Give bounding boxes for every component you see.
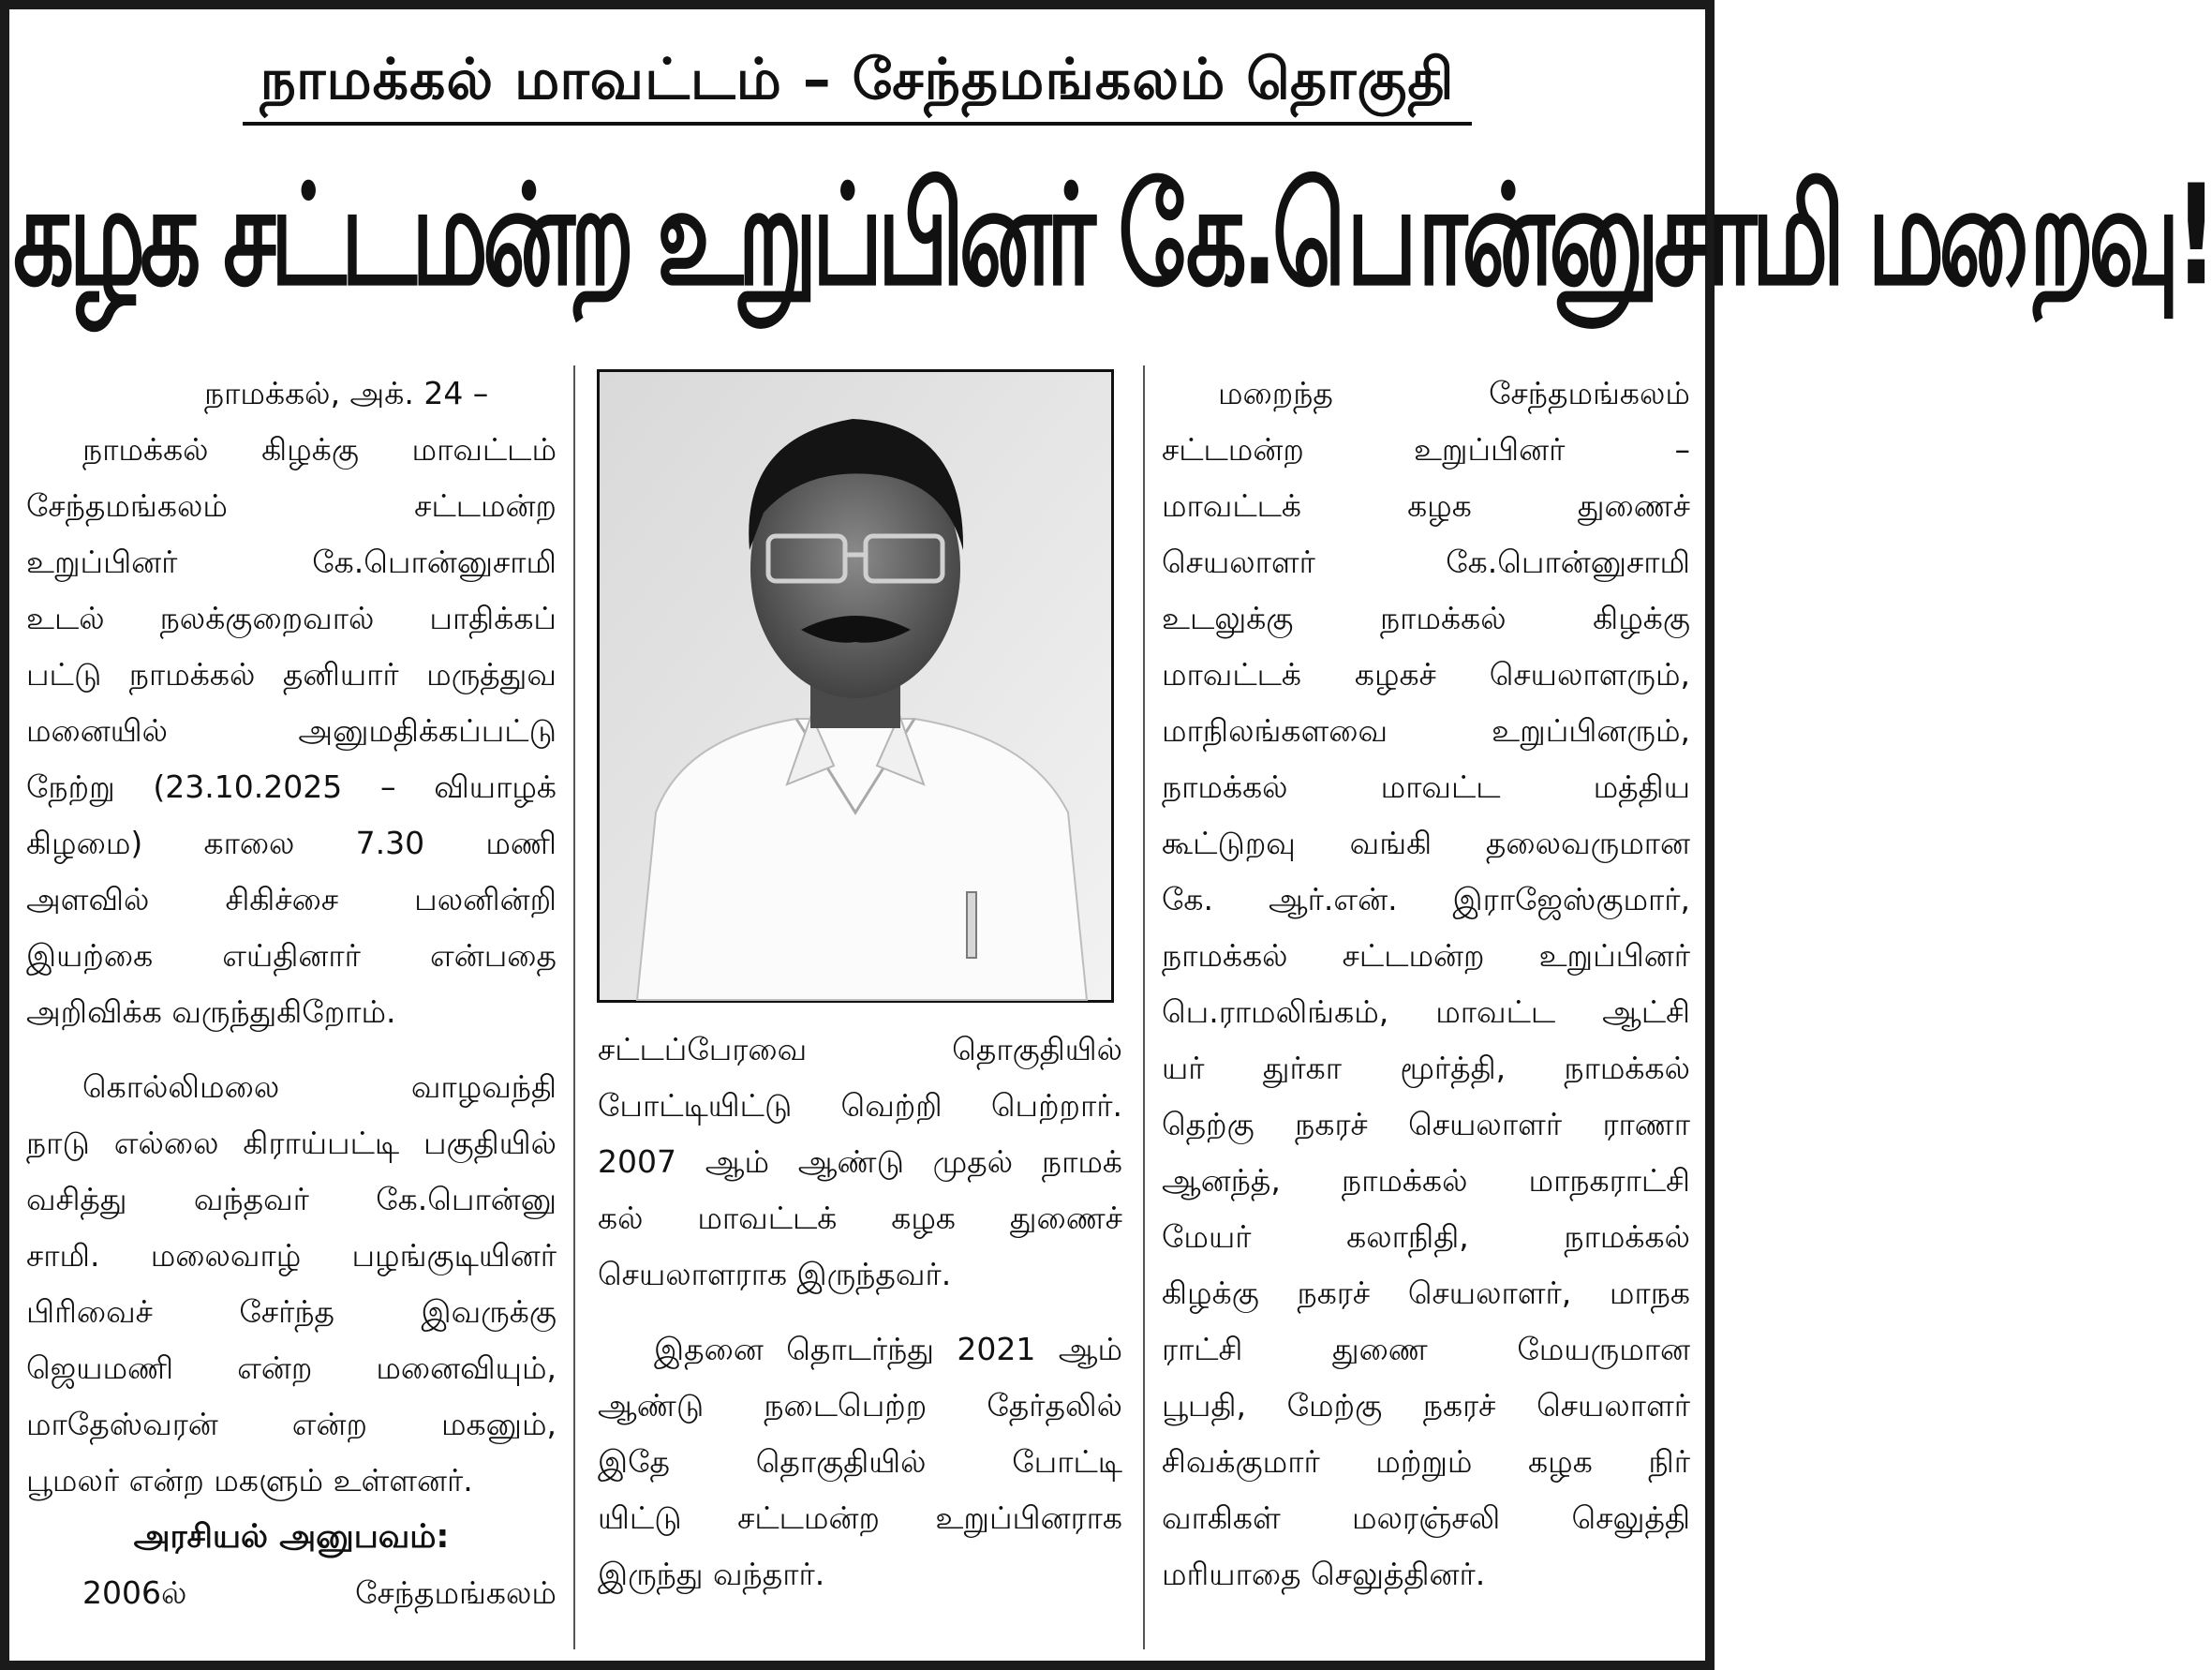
article-text-line: மாவட்டக் கழகச் செயலாளரும், (1162, 656, 1690, 693)
article-text-line: 2006ல் சேந்தமங்கலம் (82, 1574, 557, 1611)
column-rule-left (573, 365, 575, 1649)
article-text-line: மாவட்டக் கழக துணைச் (1162, 487, 1690, 524)
article-text-line: உறுப்பினர் கே.பொன்னுசாமி (26, 544, 557, 580)
article-text-line: சிவக்குமார் மற்றும் கழக நிர் (1162, 1443, 1690, 1480)
article-text-line: இருந்து வந்தார். (598, 1556, 825, 1592)
article-text-line: உடலுக்கு நாமக்கல் கிழக்கு (1162, 600, 1690, 636)
article-text-line: மனையில் அனுமதிக்கப்பட்டு (26, 712, 557, 749)
article-text-line: நாமக்கல் மாவட்ட மத்திய (1162, 768, 1690, 805)
article-text-line: நேற்று (23.10.2025 – வியாழக் (26, 768, 557, 805)
dateline: நாமக்கல், அக். 24 – (204, 375, 489, 411)
article-text-line: பூமலர் என்ற மகளும் உள்ளனர். (26, 1462, 473, 1499)
article-text-line: வசித்து வந்தவர் கே.பொன்னு (26, 1181, 557, 1217)
article-text-line: பிரிவைச் சேர்ந்த இவருக்கு (26, 1293, 557, 1330)
article-text-line: யர் துர்கா மூர்த்தி, நாமக்கல் (1162, 1050, 1690, 1086)
portrait-photo (597, 369, 1114, 1003)
article-text-line: நாமக்கல் கிழக்கு மாவட்டம் (82, 431, 557, 468)
article-text-line: பெ.ராமலிங்கம், மாவட்ட ஆட்சி (1162, 993, 1690, 1030)
article-text-line: அளவில் சிகிச்சை பலனின்றி (26, 881, 557, 917)
article-text-line: கல் மாவட்டக் கழக துணைச் (598, 1200, 1122, 1236)
middle-column (598, 1021, 1122, 1603)
article-text-line: மாதேஸ்வரன் என்ற மகனும், (26, 1406, 557, 1442)
article-text-line: நாடு எல்லை கிராய்பட்டி பகுதியில் (26, 1125, 557, 1161)
article-text-line: இதனை தொடர்ந்து 2021 ஆம் (654, 1331, 1122, 1367)
article-text-line: நாமக்கல் சட்டமன்ற உறுப்பினர் (1162, 937, 1690, 974)
article-text-line: கிழமை) காலை 7.30 மணி (26, 825, 557, 861)
subheading: அரசியல் அனுபவம்: (133, 1518, 450, 1556)
article-text-line: யிட்டு சட்டமன்ற உறுப்பினராக (598, 1499, 1122, 1536)
article-text-line: மேயர் கலாநிதி, நாமக்கல் (1162, 1218, 1690, 1255)
article-text-line: போட்டியிட்டு வெற்றி பெற்றார். (598, 1087, 1122, 1124)
column-rule-right (1143, 365, 1145, 1649)
article-text-line: செயலாளராக இருந்தவர். (598, 1256, 952, 1292)
portrait-of-k-ponnusamy-icon (600, 372, 1111, 1000)
article-text-line: ராட்சி துணை மேயருமான (1162, 1331, 1690, 1367)
article-text-line: கே. ஆர்.என். இராஜேஸ்குமார், (1162, 881, 1690, 917)
article-text-line: சட்டமன்ற உறுப்பினர் – (1162, 431, 1690, 468)
article-text-line: சட்டப்பேரவை தொகுதியில் (598, 1031, 1122, 1067)
article-text-line: வாகிகள் மலரஞ்சலி செலுத்தி (1162, 1499, 1690, 1536)
kicker-text: நாமக்கல் மாவட்டம் – சேந்தமங்கலம் தொகுதி (243, 37, 1471, 126)
article-text-line: அறிவிக்க வருந்துகிறோம். (26, 993, 396, 1030)
article-text-line: ஆனந்த், நாமக்கல் மாநகராட்சி (1162, 1162, 1690, 1199)
article-text-line: பட்டு நாமக்கல் தனியார் மருத்துவ (26, 656, 557, 693)
article-text-line: மறைந்த சேந்தமங்கலம் (1218, 375, 1690, 411)
article-text-line: கூட்டுறவு வங்கி தலைவருமான (1162, 825, 1690, 861)
headline: கழக சட்டமன்ற உறுப்பினர் கே.பொன்னுசாமி மறைவு! (13, 156, 2212, 318)
kicker (0, 37, 1715, 126)
paragraph-gap (26, 1040, 557, 1059)
article-text-line: பூபதி, மேற்கு நகரச் செயலாளர் (1162, 1387, 1690, 1424)
article-text-line: 2007 ஆம் ஆண்டு முதல் நாமக் (598, 1143, 1122, 1180)
left-column (26, 365, 557, 1621)
article-text-line: தெற்கு நகரச் செயலாளர் ராணா (1162, 1106, 1690, 1142)
article-text-line: கிழக்கு நகரச் செயலாளர், மாநக (1162, 1275, 1690, 1311)
article-text-line: இதே தொகுதியில் போட்டி (598, 1443, 1122, 1480)
paragraph-gap (598, 1303, 1122, 1321)
article-text-line: மரியாதை செலுத்தினர். (1162, 1556, 1486, 1592)
article-text-line: ஆண்டு நடைபெற்ற தேர்தலில் (598, 1387, 1122, 1424)
article-text-line: செயலாளர் கே.பொன்னுசாமி (1162, 544, 1690, 580)
article-text-line: ஜெயமணி என்ற மனைவியும், (26, 1349, 557, 1386)
article-text-line: மாநிலங்களவை உறுப்பினரும், (1162, 712, 1690, 749)
article-text-line: உடல் நலக்குறைவால் பாதிக்கப் (26, 600, 557, 636)
article-text-line: இயற்கை எய்தினார் என்பதை (26, 937, 557, 974)
article-text-line: சாமி. மலைவாழ் பழங்குடியினர் (26, 1237, 557, 1274)
article-text-line: கொல்லிமலை வாழவந்தி (82, 1068, 557, 1105)
article-text-line: சேந்தமங்கலம் சட்டமன்ற (26, 487, 557, 524)
right-column (1162, 365, 1690, 1603)
